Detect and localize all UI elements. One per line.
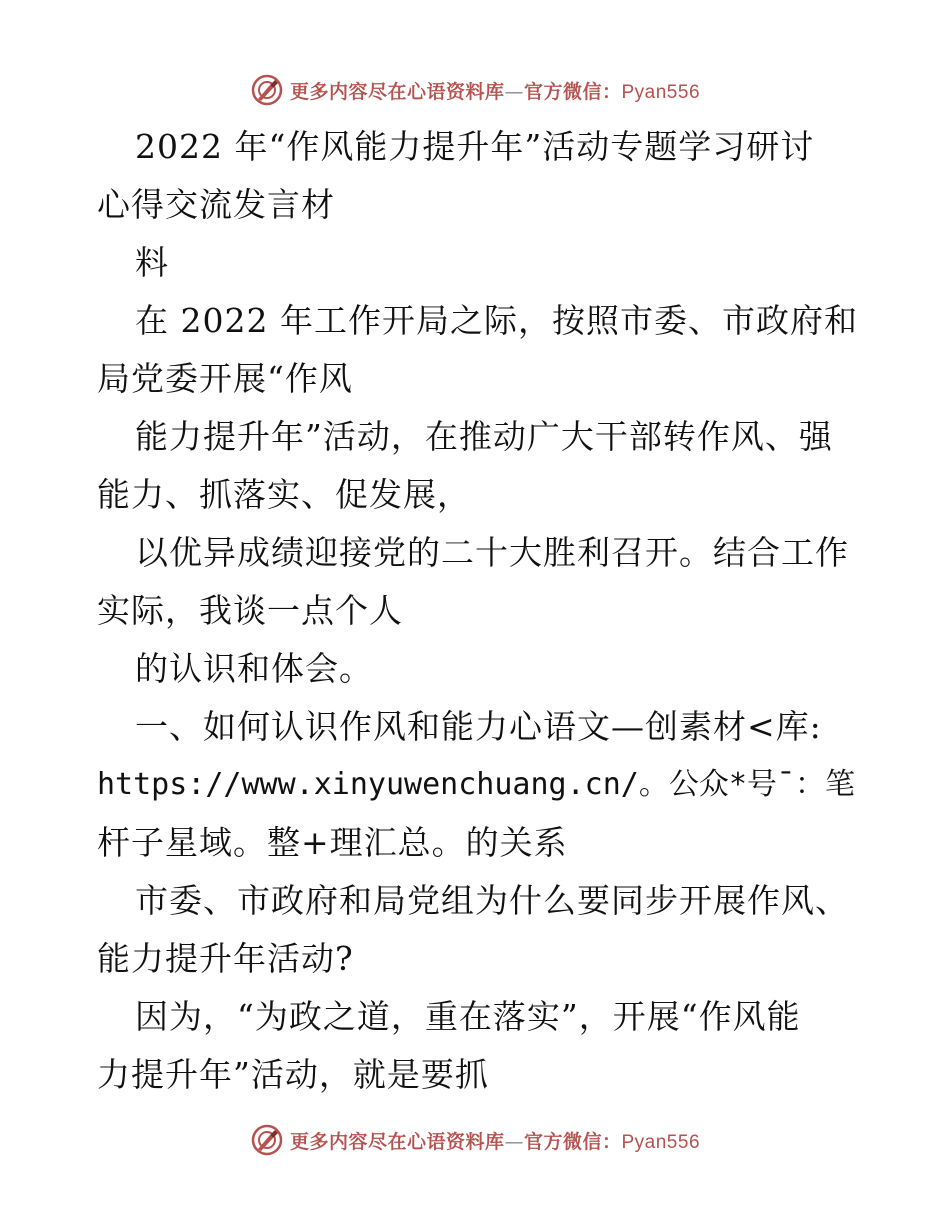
banner-text (290, 77, 700, 104)
banner-wechat-id: Pyan556 (621, 81, 701, 103)
paragraph-line: 因为，“为政之道，重在落实”，开展“作风能 (135, 997, 801, 1036)
document-body (97, 118, 857, 1104)
paragraph-line: 局党委开展“作风 (97, 359, 353, 398)
title-line-3: 料 (135, 243, 169, 282)
banner-wechat-id: Pyan556 (621, 1131, 701, 1153)
brand-logo-icon (250, 1123, 284, 1157)
banner-text (290, 1127, 700, 1154)
paragraph-line: 市委、市政府和局党组为什么要同步开展作风、 (135, 881, 849, 920)
paragraph-line: 杆子星域。整+理汇总。的关系 (97, 823, 568, 862)
banner-main-text: 更多内容尽在心语资料库 (289, 80, 505, 103)
footer-watermark-banner (0, 1120, 950, 1160)
banner-wechat-label: 官方微信： (523, 80, 622, 103)
banner-separator: — (504, 1130, 524, 1153)
banner-separator: — (504, 80, 524, 103)
paragraph-line: 能力、抓落实、促发展， (97, 475, 471, 514)
brand-logo-icon (250, 73, 284, 107)
url-line: https://www.xinyuwenchuang.cn/。公众*号¯：笔 (97, 767, 855, 802)
banner-main-text: 更多内容尽在心语资料库 (289, 1130, 505, 1153)
title-line-1: 2022 年“作风能力提升年”活动专题学习研讨 (135, 127, 815, 166)
paragraph-line: 实际，我谈一点个人 (97, 591, 403, 630)
paragraph-line: 能力提升年活动? (97, 939, 354, 978)
title-line-2: 心得交流发言材 (97, 185, 335, 224)
paragraph-line: 在 2022 年工作开局之际，按照市委、市政府和 (135, 301, 858, 340)
paragraph-line: 能力提升年”活动，在推动广大干部转作风、强 (135, 417, 833, 456)
paragraph-line: 的认识和体会。 (135, 649, 373, 688)
banner-wechat-label: 官方微信： (523, 1130, 622, 1153)
section-heading: 一、如何认识作风和能力心语文—创素材<库: (135, 707, 822, 746)
paragraph-line: 力提升年”活动，就是要抓 (97, 1055, 489, 1094)
paragraph-line: 以优异成绩迎接党的二十大胜利召开。结合工作 (135, 533, 849, 572)
header-watermark-banner (0, 70, 950, 110)
